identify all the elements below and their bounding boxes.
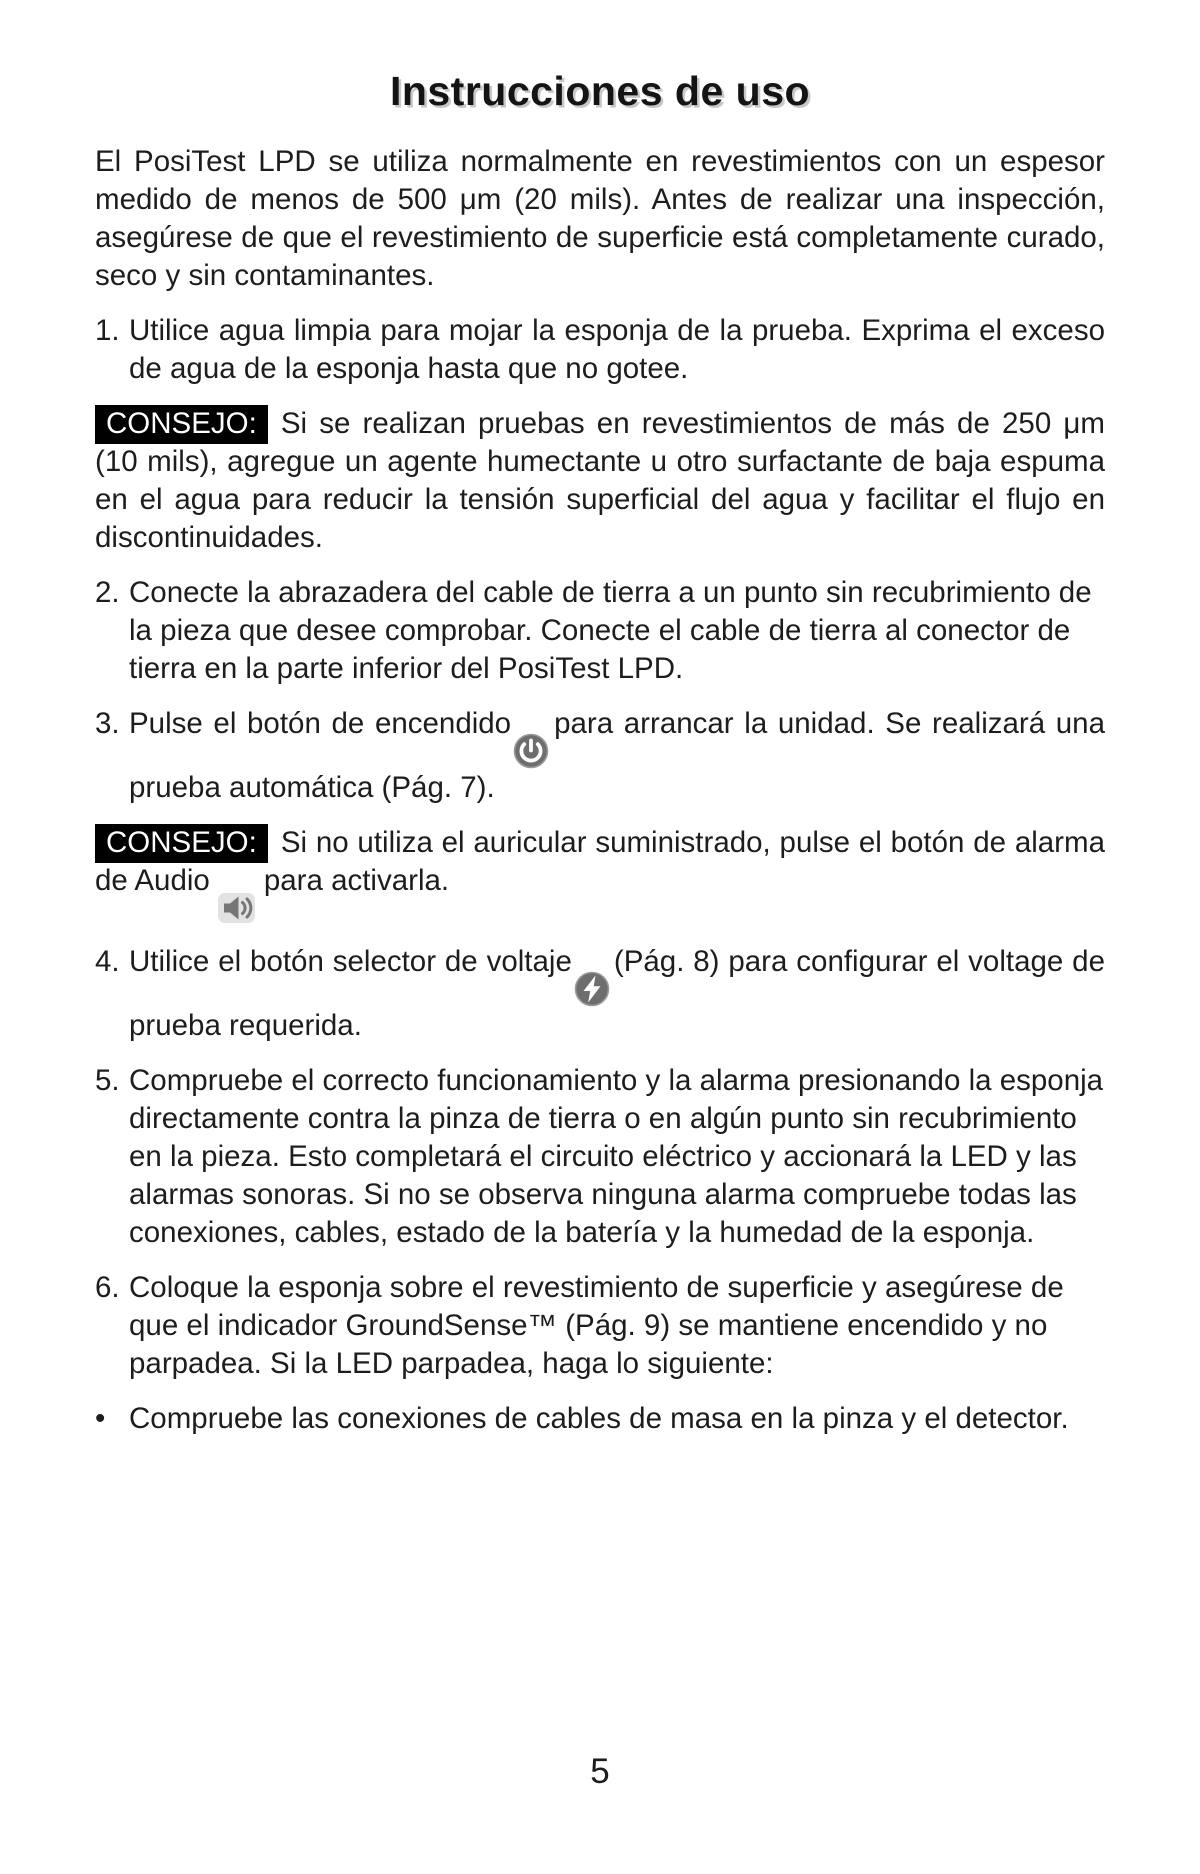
step-2 xyxy=(95,574,1105,688)
step-4-number: 4. xyxy=(95,945,120,978)
audio-alarm-icon xyxy=(217,890,257,926)
tip-1-text: Si se realizan pruebas en revestimientos de más de 250 μm (10 mils), agregue un agente humectante u otro surfactante de baja espuma en el agua para reducir la tensión superficial del agua y facilitar el flujo en discontinuidades. xyxy=(95,407,1105,554)
step-3-text-before-icon: Pulse el botón de encendido xyxy=(129,707,512,740)
step-3-text-after-icon: para arrancar la unidad. Se realizará una prueba automática (Pág. 7). xyxy=(129,707,1105,804)
tip-2-label: CONSEJO: xyxy=(95,824,268,863)
step-6 xyxy=(95,1269,1105,1383)
tip-2 xyxy=(95,824,1105,926)
step-4 xyxy=(95,943,1105,1045)
intro-paragraph: El PosiTest LPD se utiliza normalmente en revestimientos con un espesor medido de menos de 500 μm (20 mils). Antes de realizar una inspección, asegúrese de que el revestimiento de superficie está completamente curado, seco y sin contaminantes. xyxy=(95,145,1105,292)
step-1 xyxy=(95,312,1105,388)
step-5 xyxy=(95,1062,1105,1252)
step-2-text: Conecte la abrazadera del cable de tierra a un punto sin recubrimiento de la pieza que desee comprobar. Conecte el cable de tierra al conector de tierra en la parte inferior del PosiTest LPD. xyxy=(129,576,1092,685)
step-3 xyxy=(95,705,1105,807)
page-number: 5 xyxy=(590,1752,610,1791)
step-6-text: Coloque la esponja sobre el revestimiento de superficie y asegúrese de que el indicador GroundSense™ (Pág. 9) se mantiene encendido y no parpadea. Si la LED parpadea, haga lo siguiente: xyxy=(129,1271,1064,1380)
step-4-text-after-icon: (Pág. 8) para configurar el voltage de prueba requerida. xyxy=(129,945,1105,1042)
voltage-bolt-icon xyxy=(574,971,610,1007)
bullet-text: Compruebe las conexiones de cables de masa en la pinza y el detector. xyxy=(129,1402,1069,1435)
tip-2-text-before-icon: Si no utiliza el auricular suministrado, pulse el botón de alarma de Audio xyxy=(95,826,1105,897)
step-3-number: 3. xyxy=(95,707,120,740)
step-6-number: 6. xyxy=(95,1271,120,1304)
bullet-item xyxy=(95,1400,1105,1438)
step-4-text-before-icon: Utilice el botón selector de voltaje xyxy=(129,945,572,978)
step-3-text xyxy=(129,705,1105,807)
step-5-text: Compruebe el correcto funcionamiento y la alarma presionando la esponja directamente contra la pinza de tierra o en algún punto sin recubrimiento en la pieza. Esto completará el circuito eléctrico y accionará la LED y las alarmas sonoras. Si no se observa ninguna alarma compruebe todas las conexiones, cables, estado de la batería y la humedad de la esponja. xyxy=(129,1064,1104,1249)
step-1-text: Utilice agua limpia para mojar la esponja de la prueba. Exprima el exceso de agua de la esponja hasta que no gotee. xyxy=(129,314,1105,385)
tip-1 xyxy=(95,405,1105,557)
page-title: Instrucciones de uso xyxy=(389,68,811,114)
step-2-number: 2. xyxy=(95,576,120,609)
tip-1-label: CONSEJO: xyxy=(95,405,268,444)
step-5-number: 5. xyxy=(95,1064,120,1097)
step-1-number: 1. xyxy=(95,314,120,347)
step-4-text xyxy=(129,943,1105,1045)
power-icon xyxy=(513,733,549,769)
tip-2-text-after-icon: para activarla. xyxy=(263,864,450,897)
bullet-marker: • xyxy=(95,1402,106,1435)
